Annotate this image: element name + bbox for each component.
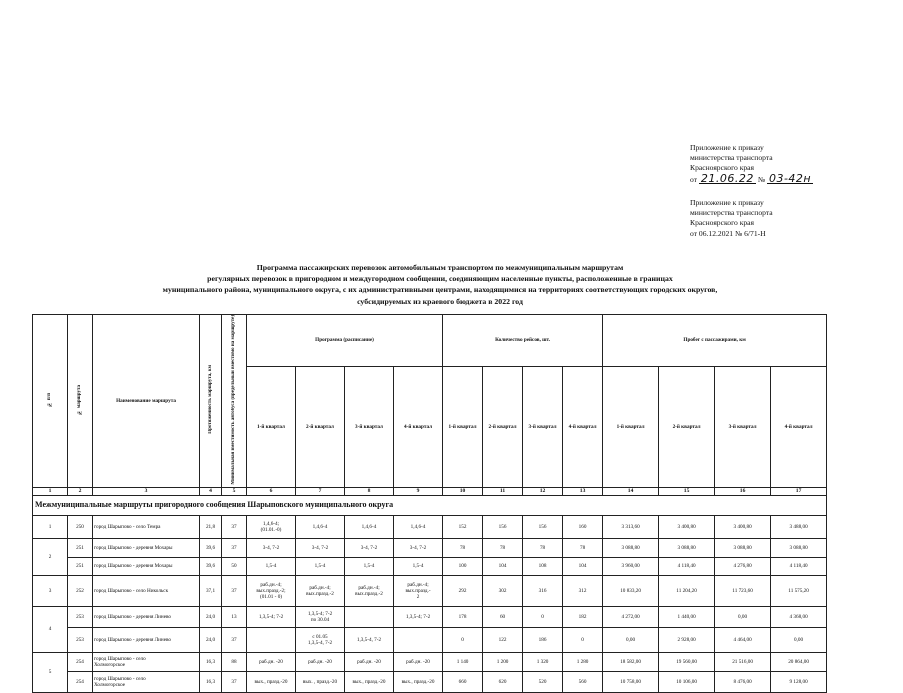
cell-trips-q3: 520 <box>523 671 563 692</box>
title-line: Программа пассажирских перевозок автомобильным транспортом по межмуниципальным маршрутам <box>256 263 624 272</box>
column-number: 8 <box>345 487 394 495</box>
cell-trips-q3: 1 320 <box>523 652 563 671</box>
cell-mileage-q2: 10 106,00 <box>659 671 715 692</box>
cell-mileage-q2: 2 928,00 <box>659 627 715 652</box>
column-number: 3 <box>93 487 200 495</box>
cell-capacity: 37 <box>222 671 247 692</box>
cell-route-no: 254 <box>68 671 93 692</box>
column-number: 6 <box>247 487 296 495</box>
cell-mileage-q4: 3 088,80 <box>771 538 827 557</box>
table-row <box>33 515 827 538</box>
cell-mileage-q4: 11 575,20 <box>771 575 827 606</box>
section-row <box>33 495 827 515</box>
column-number: 5 <box>222 487 247 495</box>
cell-mileage-q1: 3 088,80 <box>603 538 659 557</box>
cell-schedule-q2: раб.дн. -20 <box>296 652 345 671</box>
cell-trips-q2: 122 <box>483 627 523 652</box>
cell-mileage-q3: 4 276,80 <box>715 557 771 575</box>
column-number: 9 <box>394 487 443 495</box>
cell-schedule-q1: раб.дн. -20 <box>247 652 296 671</box>
cell-route-name: город Шарыпово - деревня Линево <box>93 606 200 627</box>
cell-capacity: 37 <box>222 538 247 557</box>
cell-mileage-q2: 11 204,20 <box>659 575 715 606</box>
column-number: 16 <box>715 487 771 495</box>
cell-schedule-q1: 3-4, 7-2 <box>247 538 296 557</box>
cell-num: 4 <box>33 606 68 652</box>
cell-schedule-q2: вых. , празд.-20 <box>296 671 345 692</box>
document-title <box>60 262 820 307</box>
header-schedule-q3: 3-й квартал <box>345 366 394 487</box>
title-line: субсидируемых из краевого бюджета в 2022 год <box>357 296 523 306</box>
cell-route-name: город Шарыпово - село Никольск <box>93 575 200 606</box>
cell-route-name: город Шарыпово - деревня Мохары <box>93 557 200 575</box>
appendix-line: Красноярского края <box>690 163 755 173</box>
cell-mileage-q4: 4 118,40 <box>771 557 827 575</box>
header-trips-q1: 1-й квартал <box>443 366 483 487</box>
cell-mileage-q3: 0,00 <box>715 606 771 627</box>
cell-schedule-q3: вых., празд.-20 <box>345 671 394 692</box>
header-schedule-q2: 2-й квартал <box>296 366 345 487</box>
cell-length: 24,0 <box>200 606 222 627</box>
cell-mileage-q2: 4 118,40 <box>659 557 715 575</box>
cell-schedule-q1: раб.дн.-4; вых.празд.-2; (01.01 - 0) <box>247 575 296 606</box>
cell-route-no: 254 <box>68 652 93 671</box>
cell-schedule-q3: 1,3,5-4, 7-2 <box>345 627 394 652</box>
cell-capacity: 88 <box>222 652 247 671</box>
cell-schedule-q4: раб.дн. -20 <box>394 652 443 671</box>
column-number: 1 <box>33 487 68 495</box>
cell-schedule-q1: 1,4,6-4; (01.01.-0) <box>247 515 296 538</box>
cell-mileage-q3: 3 088,80 <box>715 538 771 557</box>
cell-trips-q1: 100 <box>443 557 483 575</box>
cell-length: 16,3 <box>200 652 222 671</box>
header-mileage-q1: 1-й квартал <box>603 366 659 487</box>
column-number: 13 <box>563 487 603 495</box>
cell-trips-q2: 620 <box>483 671 523 692</box>
cell-trips-q1: 178 <box>443 606 483 627</box>
cell-schedule-q1: 1,5-4 <box>247 557 296 575</box>
cell-capacity: 50 <box>222 557 247 575</box>
cell-length: 37,1 <box>200 575 222 606</box>
cell-schedule-q2: с 01.05 1,3,5-4, 7-2 <box>296 627 345 652</box>
cell-trips-q4: 0 <box>563 627 603 652</box>
column-number: 7 <box>296 487 345 495</box>
cell-mileage-q4: 4 368,00 <box>771 606 827 627</box>
header-capacity: Минимальная вместимость автобуса (предельный вместимо на маршруте) <box>222 315 247 488</box>
header-mileage-group: Пробег с пассажирами, км <box>603 315 827 367</box>
table-row <box>33 652 827 671</box>
cell-mileage-q4: 9 128,00 <box>771 671 827 692</box>
cell-trips-q3: 316 <box>523 575 563 606</box>
header-row-groups <box>33 315 827 367</box>
cell-schedule-q3: 1,5-4 <box>345 557 394 575</box>
table-row <box>33 606 827 627</box>
cell-num: 3 <box>33 575 68 606</box>
cell-schedule-q2: раб.дн.-4; вых.празд.-2 <box>296 575 345 606</box>
cell-route-no: 253 <box>68 606 93 627</box>
cell-mileage-q1: 3 313,60 <box>603 515 659 538</box>
cell-trips-q3: 0 <box>523 606 563 627</box>
cell-route-no: 251 <box>68 557 93 575</box>
handwritten-date: 21.06.22 <box>700 171 754 185</box>
title-line: муниципального района, муниципального округа, с их административными центрами, находящимися на территориях соответствующих городских округов, <box>162 285 718 295</box>
table-row <box>33 671 827 692</box>
cell-trips-q1: 292 <box>443 575 483 606</box>
cell-mileage-q3: 21 516,00 <box>715 652 771 671</box>
header-trips-q2: 2-й квартал <box>483 366 523 487</box>
appendix-line: министерства транспорта <box>690 153 773 163</box>
cell-capacity: 37 <box>222 575 247 606</box>
cell-route-no: 250 <box>68 515 93 538</box>
header-num: № п/п <box>33 315 68 488</box>
appendix-line: Приложение к приказу <box>690 143 764 152</box>
cell-length: 24,0 <box>200 627 222 652</box>
cell-num: 1 <box>33 515 68 538</box>
cell-trips-q2: 104 <box>483 557 523 575</box>
cell-mileage-q2: 1 440,00 <box>659 606 715 627</box>
cell-mileage-q1: 10 833,20 <box>603 575 659 606</box>
cell-trips-q2: 156 <box>483 515 523 538</box>
column-numbers-row <box>33 487 827 495</box>
cell-trips-q4: 560 <box>563 671 603 692</box>
cell-mileage-q4: 0,00 <box>771 627 827 652</box>
table-row <box>33 538 827 557</box>
cell-route-name: город Шарыпово - село Темра <box>93 515 200 538</box>
column-number: 2 <box>68 487 93 495</box>
cell-trips-q4: 182 <box>563 606 603 627</box>
cell-schedule-q2: 1,5-4 <box>296 557 345 575</box>
header-mileage-q3: 3-й квартал <box>715 366 771 487</box>
cell-length: 16,3 <box>200 671 222 692</box>
cell-trips-q2: 302 <box>483 575 523 606</box>
cell-capacity: 37 <box>222 515 247 538</box>
cell-mileage-q4: 20 864,00 <box>771 652 827 671</box>
appendix-date-line <box>690 171 813 185</box>
cell-schedule-q3 <box>345 606 394 627</box>
cell-capacity: 13 <box>222 606 247 627</box>
cell-schedule-q1: вых., празд.-20 <box>247 671 296 692</box>
cell-trips-q1: 660 <box>443 671 483 692</box>
cell-schedule-q3: 1,4,6-4 <box>345 515 394 538</box>
title-line: регулярных перевозок в пригородном и междугородном сообщении, соединяющим населенные пункты, расположенные в границах <box>207 274 673 284</box>
cell-schedule-q2: 1,3,5-4; 7-2 по 30.04 <box>296 606 345 627</box>
column-number: 12 <box>523 487 563 495</box>
table-row <box>33 575 827 606</box>
cell-trips-q3: 78 <box>523 538 563 557</box>
cell-num: 2 <box>33 538 68 575</box>
cell-trips-q4: 104 <box>563 557 603 575</box>
header-route-no: № маршрута <box>68 315 93 488</box>
cell-schedule-q4: 1,3,5-4; 7-2 <box>394 606 443 627</box>
cell-mileage-q1: 18 582,00 <box>603 652 659 671</box>
number-prefix: № <box>757 174 766 184</box>
cell-route-name: город Шарыпово - село Холмогорское <box>93 671 200 692</box>
cell-mileage-q3: 3 400,80 <box>715 515 771 538</box>
date-prefix: от <box>690 174 698 184</box>
cell-schedule-q4: 1,5-4 <box>394 557 443 575</box>
cell-trips-q3: 156 <box>523 515 563 538</box>
column-number: 4 <box>200 487 222 495</box>
cell-length: 21,8 <box>200 515 222 538</box>
cell-route-name: город Шарыпово - деревня Мохары <box>93 538 200 557</box>
column-number: 14 <box>603 487 659 495</box>
cell-trips-q4: 312 <box>563 575 603 606</box>
section-title: Межмуниципальные маршруты пригородного сообщения Шарыповского муниципального округа <box>33 495 827 515</box>
cell-trips-q3: 186 <box>523 627 563 652</box>
header-mileage-q2: 2-й квартал <box>659 366 715 487</box>
cell-mileage-q3: 11 723,60 <box>715 575 771 606</box>
cell-mileage-q1: 3 960,00 <box>603 557 659 575</box>
cell-trips-q4: 160 <box>563 515 603 538</box>
cell-mileage-q1: 10 758,00 <box>603 671 659 692</box>
cell-trips-q4: 1 280 <box>563 652 603 671</box>
column-number: 11 <box>483 487 523 495</box>
cell-schedule-q1: 1,3,5-4; 7-2 <box>247 606 296 627</box>
cell-schedule-q2: 1,4,6-4 <box>296 515 345 538</box>
appendix-previous-order <box>690 198 773 239</box>
cell-mileage-q4: 3 488,00 <box>771 515 827 538</box>
cell-route-no: 253 <box>68 627 93 652</box>
cell-schedule-q4: 3-4, 7-2 <box>394 538 443 557</box>
cell-length: 39,6 <box>200 557 222 575</box>
cell-trips-q1: 0 <box>443 627 483 652</box>
cell-schedule-q4: раб.дн.-4; вых.празд.- 2 <box>394 575 443 606</box>
cell-trips-q1: 152 <box>443 515 483 538</box>
cell-trips-q1: 1 140 <box>443 652 483 671</box>
column-number: 10 <box>443 487 483 495</box>
header-mileage-q4: 4-й квартал <box>771 366 827 487</box>
cell-schedule-q3: раб.дн.-4; вых.празд.-2 <box>345 575 394 606</box>
cell-schedule-q4: 1,4,6-4 <box>394 515 443 538</box>
cell-mileage-q2: 3 400,80 <box>659 515 715 538</box>
column-number: 15 <box>659 487 715 495</box>
cell-schedule-q4: вых., празд.-20 <box>394 671 443 692</box>
cell-mileage-q2: 3 088,80 <box>659 538 715 557</box>
header-trips-q4: 4-й квартал <box>563 366 603 487</box>
cell-schedule-q2: 3-4, 7-2 <box>296 538 345 557</box>
cell-schedule-q3: раб.дн. -20 <box>345 652 394 671</box>
cell-mileage-q3: 8 476,00 <box>715 671 771 692</box>
cell-route-no: 252 <box>68 575 93 606</box>
header-schedule-group: Программа (расписание) <box>247 315 443 367</box>
header-schedule-q4: 4-й квартал <box>394 366 443 487</box>
cell-route-no: 251 <box>68 538 93 557</box>
appendix-current-order <box>690 143 813 185</box>
appendix-line: Приложение к приказу <box>690 198 764 207</box>
cell-trips-q1: 78 <box>443 538 483 557</box>
cell-mileage-q2: 19 560,00 <box>659 652 715 671</box>
appendix-line: от 06.12.2021 № 6/71-Н <box>690 228 766 238</box>
appendix-line: Красноярского края <box>690 218 755 228</box>
cell-route-name: город Шарыпово - село Холмогорское <box>93 652 200 671</box>
cell-length: 39,6 <box>200 538 222 557</box>
handwritten-number: 03-42н <box>768 171 812 185</box>
header-trips-group: Количество рейсов, шт. <box>443 315 603 367</box>
appendix-line: министерства транспорта <box>690 208 773 218</box>
cell-trips-q2: 60 <box>483 606 523 627</box>
cell-trips-q2: 78 <box>483 538 523 557</box>
header-trips-q3: 3-й квартал <box>523 366 563 487</box>
cell-route-name: город Шарыпово - деревня Линево <box>93 627 200 652</box>
table-row <box>33 557 827 575</box>
cell-trips-q3: 108 <box>523 557 563 575</box>
routes-table <box>32 314 827 693</box>
cell-mileage-q1: 4 272,00 <box>603 606 659 627</box>
header-route-name: Наименование маршрута <box>93 315 200 488</box>
column-number: 17 <box>771 487 827 495</box>
cell-mileage-q1: 0,00 <box>603 627 659 652</box>
header-length: Протяженность маршрута, км <box>200 315 222 488</box>
header-schedule-q1: 1-й квартал <box>247 366 296 487</box>
cell-trips-q2: 1 200 <box>483 652 523 671</box>
cell-schedule-q3: 3-4, 7-2 <box>345 538 394 557</box>
cell-capacity: 37 <box>222 627 247 652</box>
cell-num: 5 <box>33 652 68 692</box>
cell-trips-q4: 78 <box>563 538 603 557</box>
cell-mileage-q3: 4 464,00 <box>715 627 771 652</box>
